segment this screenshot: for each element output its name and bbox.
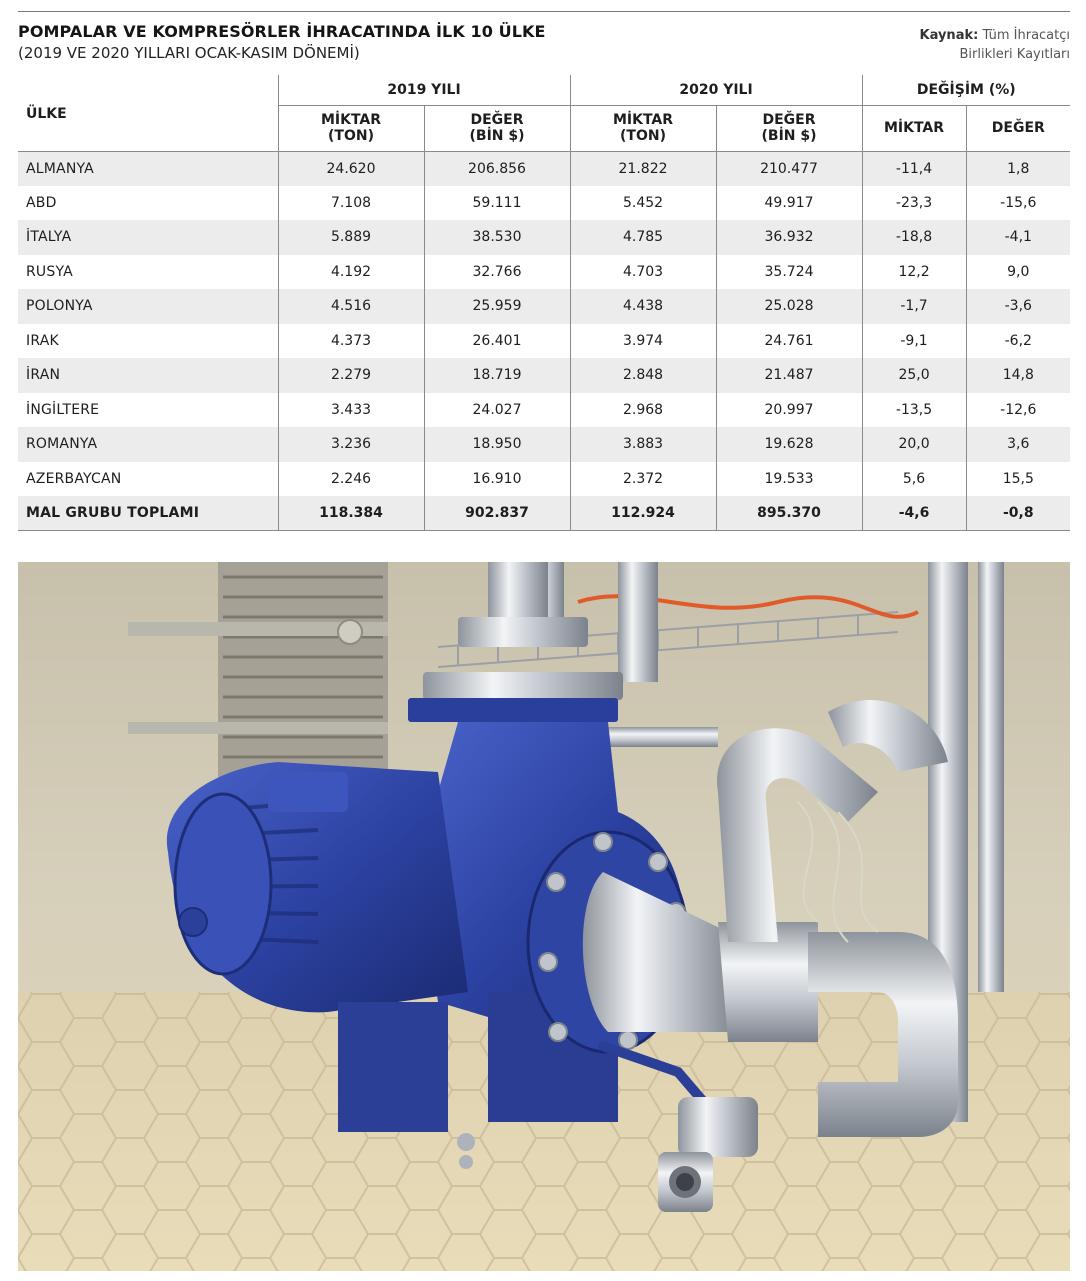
country-cell: MAL GRUBU TOPLAMI bbox=[18, 496, 278, 531]
value-2020-cell: 20.997 bbox=[716, 393, 862, 428]
amount-2020-cell: 4.703 bbox=[570, 255, 716, 290]
value-2019-cell: 18.950 bbox=[424, 427, 570, 462]
value-2020-cell: 49.917 bbox=[716, 186, 862, 221]
value-2019-cell: 206.856 bbox=[424, 151, 570, 186]
group-header-change: DEĞİŞİM (%) bbox=[862, 75, 1070, 105]
value-2019-cell: 38.530 bbox=[424, 220, 570, 255]
value-2019-cell: 25.959 bbox=[424, 289, 570, 324]
country-cell: AZERBAYCAN bbox=[26, 470, 122, 487]
change-value-cell: -3,6 bbox=[966, 289, 1070, 324]
header-change-amount: MİKTAR bbox=[862, 105, 966, 151]
table-row bbox=[18, 186, 1070, 221]
value-2019-cell: 26.401 bbox=[424, 324, 570, 359]
change-value-cell: 3,6 bbox=[966, 427, 1070, 462]
source-line-1: Tüm İhracatçı bbox=[982, 28, 1070, 43]
amount-2019-cell: 2.246 bbox=[278, 462, 424, 497]
value-2020-cell: 19.533 bbox=[716, 462, 862, 497]
header-2019-value: DEĞER (BİN $) bbox=[424, 105, 570, 151]
header-2020-amount: MİKTAR (TON) bbox=[570, 105, 716, 151]
table-row bbox=[18, 255, 1070, 290]
country-cell: İRAN bbox=[18, 358, 278, 393]
top-rule bbox=[18, 11, 1070, 12]
amount-2019-cell: 118.384 bbox=[278, 496, 424, 531]
change-value-cell: -0,8 bbox=[966, 496, 1070, 531]
value-2019-cell: 32.766 bbox=[424, 255, 570, 290]
table-row bbox=[18, 393, 1070, 428]
change-amount-cell: 20,0 bbox=[862, 427, 966, 462]
amount-2020-cell: 2.848 bbox=[570, 358, 716, 393]
amount-2019-cell: 4.373 bbox=[278, 324, 424, 359]
change-amount-cell: -9,1 bbox=[862, 324, 966, 359]
table-row bbox=[18, 324, 1070, 359]
change-amount-cell: -23,3 bbox=[862, 186, 966, 221]
change-amount-cell: 12,2 bbox=[862, 255, 966, 290]
source-label: Kaynak: bbox=[919, 28, 979, 43]
amount-2020-cell: 3.883 bbox=[570, 427, 716, 462]
table-row bbox=[18, 289, 1070, 324]
amount-2019-cell: 7.108 bbox=[278, 186, 424, 221]
value-2020-cell: 35.724 bbox=[716, 255, 862, 290]
country-cell: IRAK bbox=[26, 332, 59, 349]
page-subtitle: (2019 VE 2020 YILLARI OCAK-KASIM DÖNEMİ) bbox=[18, 44, 360, 62]
amount-2019-cell: 4.516 bbox=[278, 289, 424, 324]
amount-2020-cell: 3.974 bbox=[570, 324, 716, 359]
amount-2020-cell: 2.968 bbox=[570, 393, 716, 428]
value-2019-cell: 16.910 bbox=[424, 462, 570, 497]
value-2019-cell: 59.111 bbox=[424, 186, 570, 221]
change-value-cell: -4,1 bbox=[966, 220, 1070, 255]
amount-2020-cell: 21.822 bbox=[570, 151, 716, 186]
value-2020-cell: 895.370 bbox=[716, 496, 862, 531]
change-amount-cell: -11,4 bbox=[862, 151, 966, 186]
pump-photo bbox=[18, 562, 1070, 1271]
country-cell: POLONYA bbox=[18, 289, 278, 324]
value-2020-cell: 210.477 bbox=[716, 151, 862, 186]
header-2019-amount: MİKTAR (TON) bbox=[278, 105, 424, 151]
change-value-cell: 14,8 bbox=[966, 358, 1070, 393]
page-title: POMPALAR VE KOMPRESÖRLER İHRACATINDA İLK 10 ÜLKE bbox=[18, 22, 546, 41]
amount-2019-cell: 24.620 bbox=[278, 151, 424, 186]
group-header-2019: 2019 YILI bbox=[278, 75, 570, 105]
country-cell: RUSYA bbox=[26, 263, 73, 280]
export-table bbox=[18, 75, 1070, 531]
amount-2019-cell: 5.889 bbox=[278, 220, 424, 255]
amount-2020-cell: 2.372 bbox=[570, 462, 716, 497]
table-row bbox=[18, 220, 1070, 255]
change-value-cell: -15,6 bbox=[966, 186, 1070, 221]
group-header-2020: 2020 YILI bbox=[570, 75, 862, 105]
change-amount-cell: -18,8 bbox=[862, 220, 966, 255]
country-cell: ALMANYA bbox=[18, 151, 278, 186]
value-2020-cell: 25.028 bbox=[716, 289, 862, 324]
value-2020-cell: 24.761 bbox=[716, 324, 862, 359]
table-row bbox=[18, 151, 1070, 186]
country-cell: İNGİLTERE bbox=[26, 401, 100, 418]
amount-2020-cell: 4.438 bbox=[570, 289, 716, 324]
country-cell: ABD bbox=[26, 194, 57, 211]
change-value-cell: -12,6 bbox=[966, 393, 1070, 428]
total-row bbox=[18, 496, 1070, 531]
source-note bbox=[920, 26, 1070, 64]
table-row bbox=[18, 358, 1070, 393]
change-value-cell: 15,5 bbox=[966, 462, 1070, 497]
value-2019-cell: 18.719 bbox=[424, 358, 570, 393]
change-amount-cell: -1,7 bbox=[862, 289, 966, 324]
amount-2019-cell: 3.433 bbox=[278, 393, 424, 428]
value-2020-cell: 36.932 bbox=[716, 220, 862, 255]
table-row bbox=[18, 427, 1070, 462]
value-2020-cell: 19.628 bbox=[716, 427, 862, 462]
source-line-2: Birlikleri Kayıtları bbox=[959, 47, 1070, 62]
change-amount-cell: 25,0 bbox=[862, 358, 966, 393]
header-2020-value: DEĞER (BİN $) bbox=[716, 105, 862, 151]
change-value-cell: 9,0 bbox=[966, 255, 1070, 290]
change-value-cell: 1,8 bbox=[966, 151, 1070, 186]
country-cell: İTALYA bbox=[18, 220, 278, 255]
amount-2020-cell: 5.452 bbox=[570, 186, 716, 221]
change-amount-cell: 5,6 bbox=[862, 462, 966, 497]
country-cell: ROMANYA bbox=[18, 427, 278, 462]
value-2020-cell: 21.487 bbox=[716, 358, 862, 393]
change-amount-cell: -4,6 bbox=[862, 496, 966, 531]
value-2019-cell: 902.837 bbox=[424, 496, 570, 531]
change-value-cell: -6,2 bbox=[966, 324, 1070, 359]
table-row bbox=[18, 462, 1070, 497]
header-change-value: DEĞER bbox=[966, 105, 1070, 151]
amount-2019-cell: 2.279 bbox=[278, 358, 424, 393]
value-2019-cell: 24.027 bbox=[424, 393, 570, 428]
change-amount-cell: -13,5 bbox=[862, 393, 966, 428]
amount-2020-cell: 112.924 bbox=[570, 496, 716, 531]
amount-2020-cell: 4.785 bbox=[570, 220, 716, 255]
country-column-header: ÜLKE bbox=[18, 75, 278, 151]
amount-2019-cell: 4.192 bbox=[278, 255, 424, 290]
amount-2019-cell: 3.236 bbox=[278, 427, 424, 462]
